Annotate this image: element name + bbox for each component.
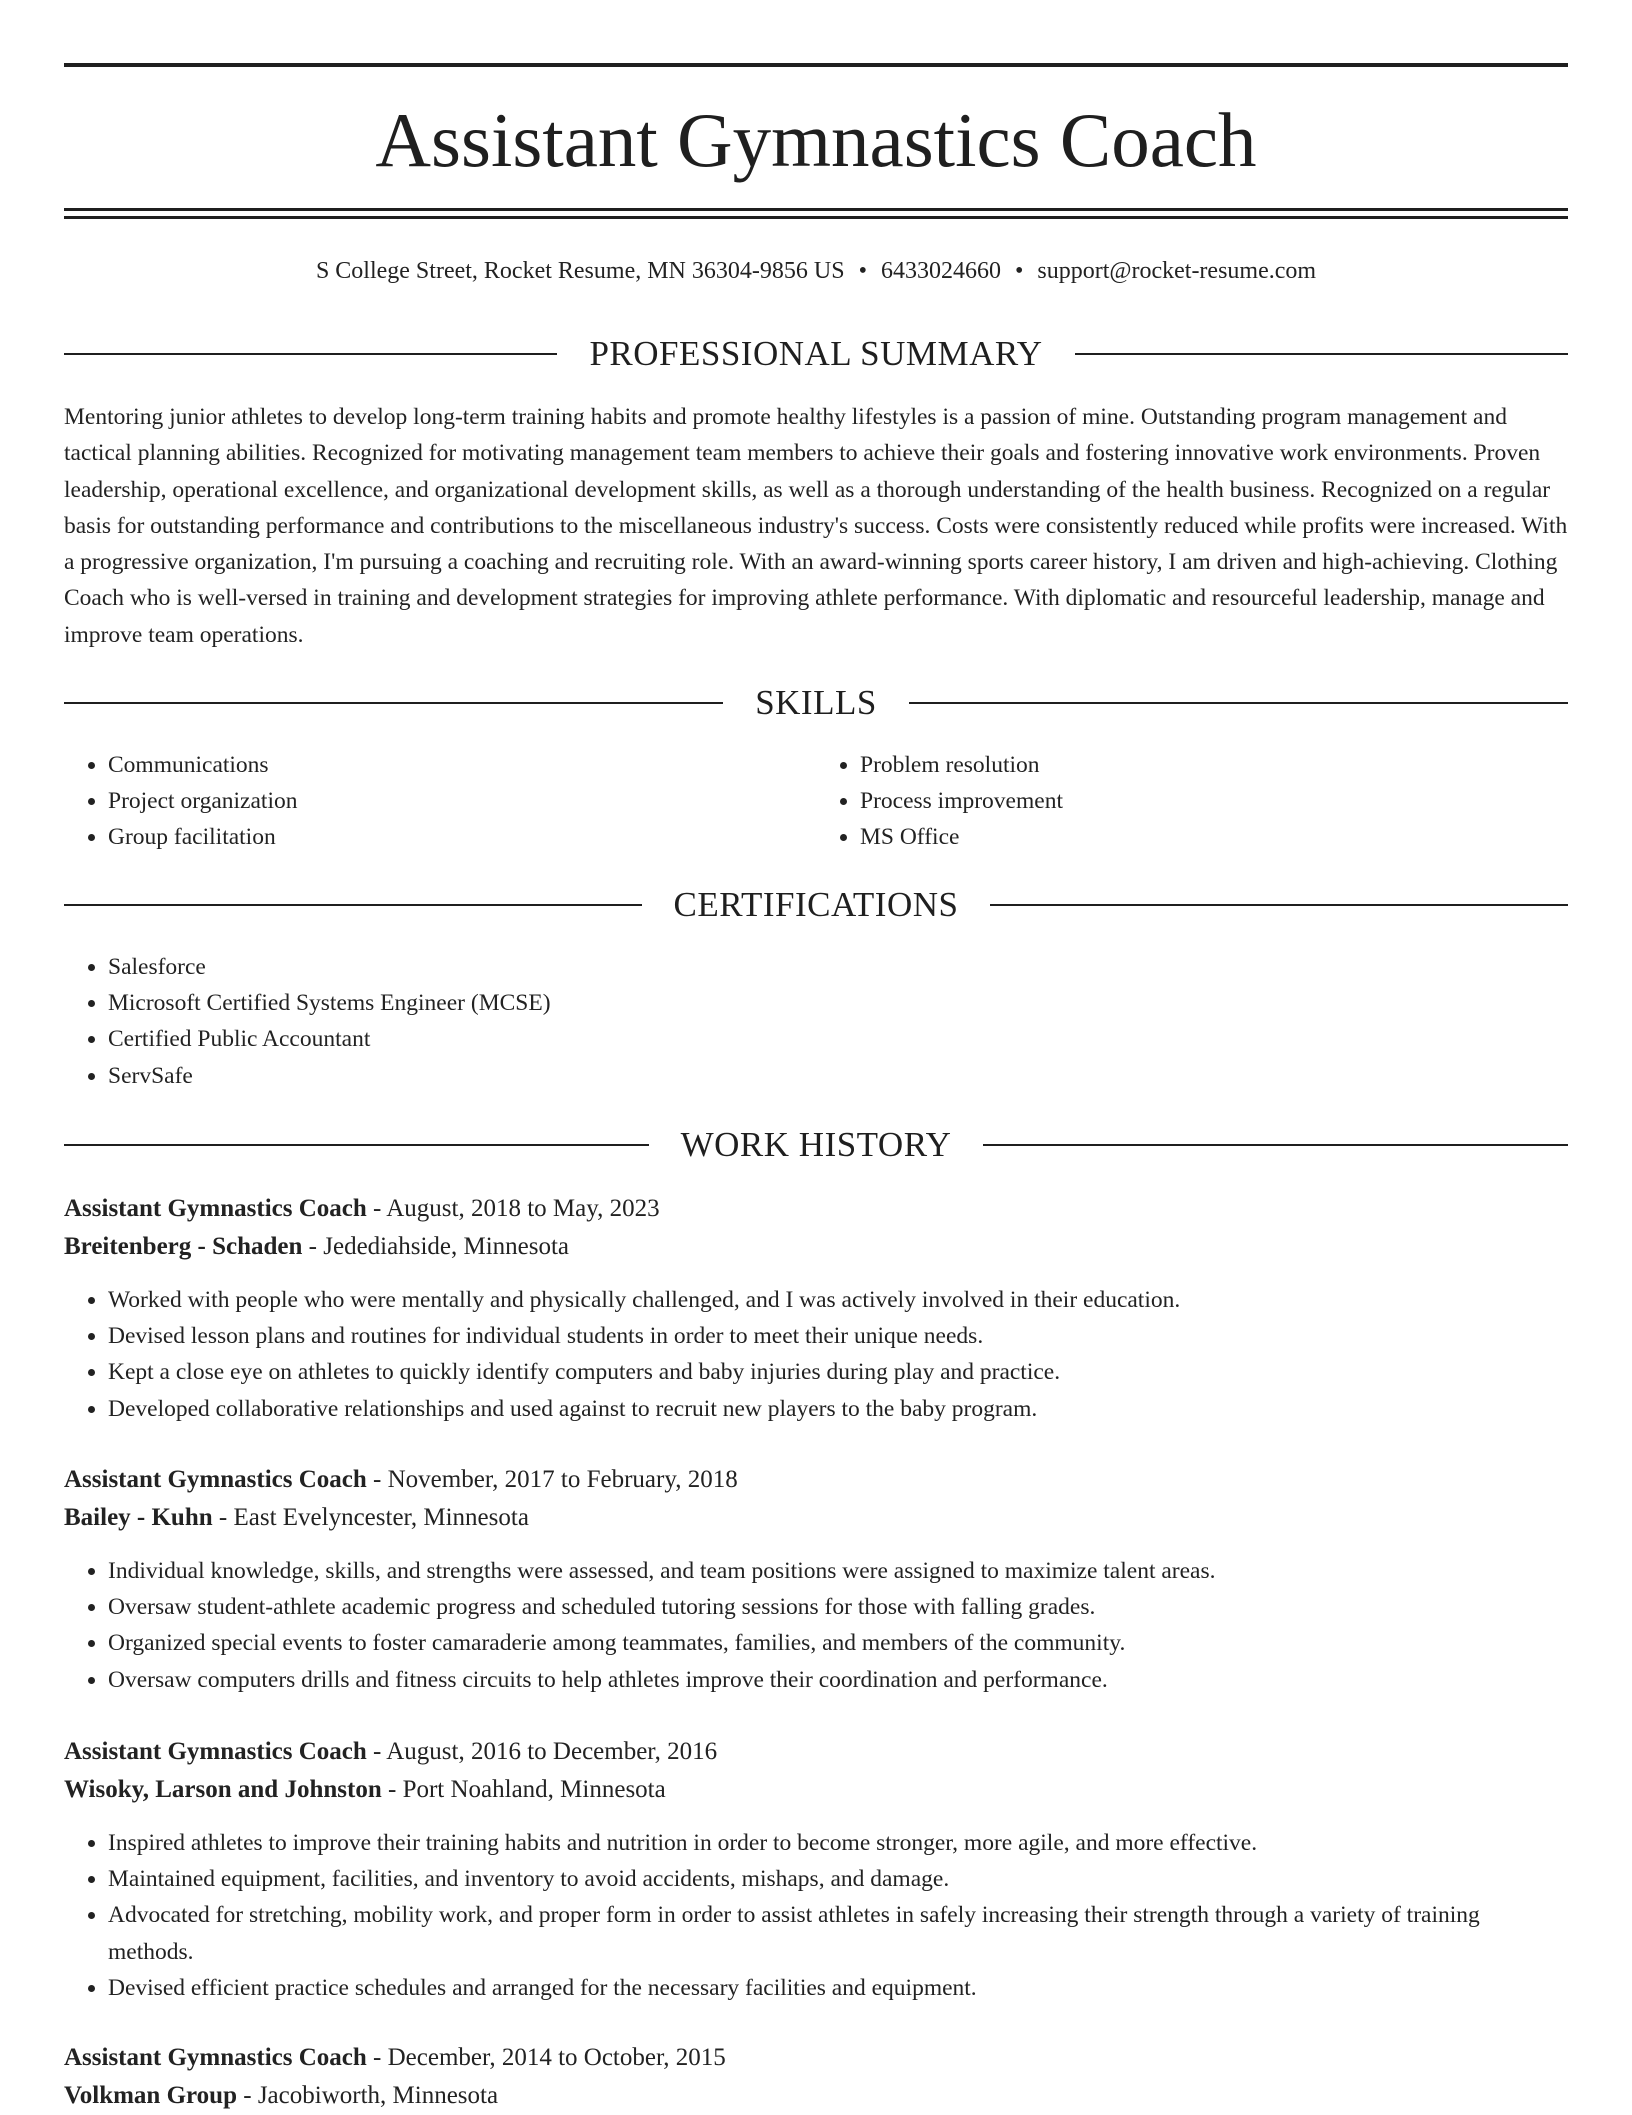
skills-list (64, 747, 1568, 856)
job-title-line (64, 1190, 1568, 1228)
job-entry (64, 1461, 1568, 1698)
heading-rule (983, 1144, 1568, 1146)
job-dates: August, 2018 to May, 2023 (386, 1195, 660, 1222)
job-dates: November, 2017 to February, 2018 (387, 1466, 738, 1493)
contact-line (64, 254, 1568, 288)
heading-rule (64, 353, 557, 355)
summary-paragraph: Mentoring junior athletes to develop long-term training habits and promote healthy lifestyles is a passion of mine. Outstanding program management and tactical planning abilities. Recognized for motivating management team members to achieve their goals and fostering innovative work environments. Proven leadership, operational excellence, and organizational development skills, as well as a thorough understanding of the health business. Recognized on a regular basis for outstanding performance and contributions to the miscellaneous industry's success. Costs were consistently reduced while profits were increased. With a progressive organization, I'm pursuing a coaching and recruiting role. With an award-winning sports career history, I am driven and high-achieving. Clothing Coach who is well-versed in training and development strategies for improving athlete performance. With diplomatic and resourceful leadership, manage and improve team operations. (64, 404, 1568, 648)
section-heading-summary (64, 332, 1568, 376)
job-separator: - (366, 2044, 388, 2071)
contact-separator: • (1014, 258, 1024, 284)
skill-item: • Communications (108, 747, 816, 783)
heading-rule (1075, 353, 1568, 355)
job-duty-item: • Kept a close eye on athletes to quickly identify computers and baby injuries during play and practice. (108, 1354, 1568, 1390)
job-dates: August, 2016 to December, 2016 (386, 1738, 718, 1765)
job-title-line (64, 1733, 1568, 1771)
contact-phone: 6433024660 (880, 258, 1001, 284)
job-separator: - (237, 2082, 258, 2109)
job-title: Assistant Gymnastics Coach (64, 1195, 367, 1222)
job-title-line (64, 2039, 1568, 2077)
skill-item: • MS Office (860, 819, 1568, 855)
job-title: Assistant Gymnastics Coach (64, 2044, 367, 2071)
job-location: Jacobiworth, Minnesota (257, 2082, 499, 2109)
job-duty-item: • Oversaw computers drills and fitness circuits to help athletes improve their coordination and performance. (108, 1662, 1568, 1698)
heading-rule (909, 702, 1568, 704)
job-location: Jedediahside, Minnesota (323, 1233, 570, 1260)
title-rule-upper (64, 208, 1568, 211)
skill-item: • Project organization (108, 783, 816, 819)
job-duty-item: • Oversaw student-athlete academic progress and scheduled tutoring sessions for those with falling grades. (108, 1589, 1568, 1625)
top-rule (64, 63, 1568, 67)
certification-item: • ServSafe (108, 1058, 1568, 1094)
certification-item: • Salesforce (108, 949, 1568, 985)
job-title-line (64, 1461, 1568, 1499)
contact-email: support@rocket-resume.com (1037, 258, 1317, 284)
job-separator: - (366, 1738, 387, 1765)
job-entry (64, 1190, 1568, 1427)
job-duty-item: • Maintained equipment, facilities, and inventory to avoid accidents, mishaps, and damage. (108, 1861, 1568, 1897)
job-dates: December, 2014 to October, 2015 (387, 2044, 726, 2071)
job-company-line (64, 1499, 1568, 1537)
certification-item: • Microsoft Certified Systems Engineer (MCSE) (108, 985, 1568, 1021)
job-duties (64, 1825, 1568, 2006)
job-separator: - (381, 1776, 403, 1803)
job-company-line (64, 1228, 1568, 1266)
job-company-line (64, 1771, 1568, 1809)
contact-separator: • (858, 258, 867, 284)
job-duty-item: • Devised efficient practice schedules and arranged for the necessary facilities and equipment. (108, 1970, 1568, 2006)
job-duties (64, 1282, 1568, 1427)
skill-item: • Problem resolution (860, 747, 1568, 783)
section-heading-work-history (64, 1123, 1568, 1167)
skill-item: • Process improvement (860, 783, 1568, 819)
certification-item: • Certified Public Accountant (108, 1021, 1568, 1057)
job-duty-item: • Inspired athletes to improve their training habits and nutrition in order to become stronger, more agile, and more effective. (108, 1825, 1568, 1861)
heading-rule (64, 1144, 649, 1146)
job-company: Wisoky, Larson and Johnston (64, 1776, 382, 1803)
job-entry (64, 1733, 1568, 2006)
skill-item: • Group facilitation (108, 819, 816, 855)
job-company: Volkman Group (64, 2082, 237, 2109)
job-title: Assistant Gymnastics Coach (64, 1738, 367, 1765)
job-duties (64, 1553, 1568, 1698)
job-duty-item: • Developed collaborative relationships and used against to recruit new players to the baby program. (108, 1391, 1568, 1427)
job-separator: - (302, 1233, 324, 1260)
job-duty-item: • Advocated for stretching, mobility work, and proper form in order to assist athletes in safely increasing their strength through a variety of training methods. (108, 1897, 1568, 1969)
job-company: Bailey - Kuhn (64, 1504, 213, 1531)
section-title: PROFESSIONAL SUMMARY (589, 334, 1043, 373)
job-entry (64, 2039, 1568, 2115)
skills-column-right (816, 747, 1568, 856)
job-company-line (64, 2077, 1568, 2115)
job-duty-item: • Devised lesson plans and routines for individual students in order to meet their unique needs. (108, 1318, 1568, 1354)
skills-column-left (64, 747, 816, 856)
job-separator: - (366, 1466, 388, 1493)
certifications-list (64, 949, 1568, 1094)
section-heading-certifications (64, 883, 1568, 927)
job-separator: - (366, 1195, 387, 1222)
job-location: East Evelyncester, Minnesota (233, 1504, 529, 1531)
section-heading-skills (64, 681, 1568, 725)
job-company: Breitenberg - Schaden (64, 1233, 303, 1260)
section-title: WORK HISTORY (680, 1125, 952, 1164)
heading-rule (64, 702, 723, 704)
job-title: Assistant Gymnastics Coach (64, 1466, 367, 1493)
heading-rule (64, 904, 642, 906)
section-title: SKILLS (755, 683, 877, 722)
contact-address: S College Street, Rocket Resume, MN 36304-9856 US (315, 258, 845, 284)
job-duty-item: • Individual knowledge, skills, and strengths were assessed, and team positions were assigned to maximize talent areas. (108, 1553, 1568, 1589)
section-title: CERTIFICATIONS (673, 885, 959, 924)
job-duty-item: • Organized special events to foster camaraderie among teammates, families, and members of the community. (108, 1625, 1568, 1661)
title-rule-lower (64, 216, 1568, 219)
job-location: Port Noahland, Minnesota (402, 1776, 666, 1803)
job-duty-item: • Worked with people who were mentally and physically challenged, and I was actively involved in their education. (108, 1282, 1568, 1318)
resume-title: Assistant Gymnastics Coach (375, 97, 1257, 183)
job-separator: - (212, 1504, 234, 1531)
heading-rule (990, 904, 1568, 906)
